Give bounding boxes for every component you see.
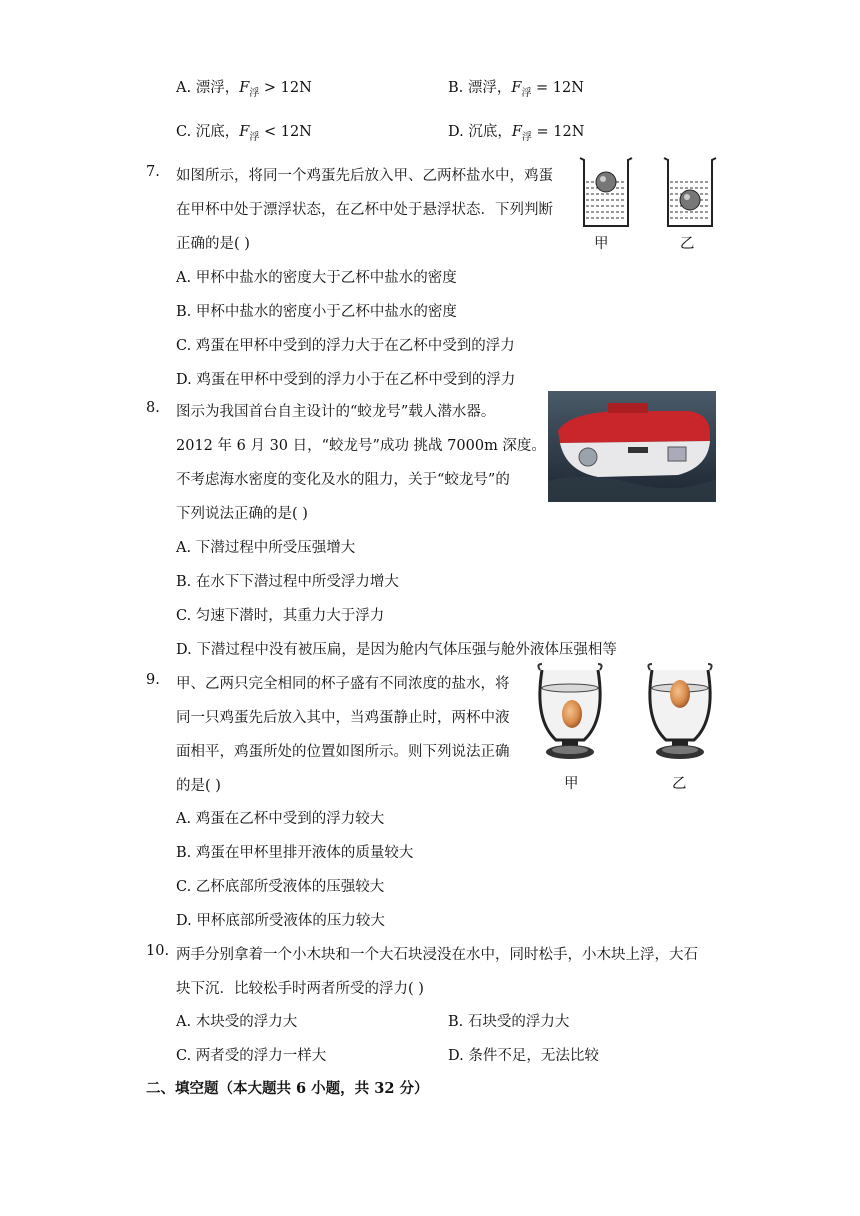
q7-stem-line: 如图所示，将同一个鸡蛋先后放入甲、乙两杯盐水中，鸡蛋 [176, 168, 553, 184]
q7-option-a: A. 甲杯中盐水的密度大于乙杯中盐水的密度 [176, 270, 457, 286]
q7-stem-line: 正确的是( ) [176, 236, 250, 252]
q10-stem-line: 两手分别拿着一个小木块和一个大石块浸没在水中，同时松手，小木块上浮，大石 [176, 947, 698, 963]
q8-stem-line: 下列说法正确的是( ) [176, 506, 308, 522]
q8-stem-line: 图示为我国首台自主设计的“蛟龙号”载人潜水器。 [176, 404, 496, 420]
glass-jia [538, 664, 601, 759]
glass-yi [648, 664, 711, 759]
q8-option-b: B. 在水下下潜过程中所受浮力增大 [176, 574, 399, 590]
q10-stem-line: 块下沉．比较松手时两者所受的浮力( ) [176, 981, 424, 997]
q9-option-c: C. 乙杯底部所受液体的压强较大 [176, 879, 385, 895]
label-yi: 乙 [672, 776, 687, 792]
q7-option-c: C. 鸡蛋在甲杯中受到的浮力大于在乙杯中受到的浮力 [176, 338, 515, 354]
label-jia: 甲 [594, 236, 609, 252]
q10-option-a: A. 木块受的浮力大 [176, 1014, 298, 1030]
q10-number: 10. [146, 943, 170, 959]
q8-stem-line: 不考虑海水密度的变化及水的阻力，关于“蛟龙号”的 [176, 472, 510, 488]
q6-option-c: C. 沉底，$F_浮 < 12N$ [176, 124, 312, 143]
q7-number: 7. [146, 164, 160, 180]
q7-option-b: B. 甲杯中盐水的密度小于乙杯中盐水的密度 [176, 304, 457, 320]
q9-option-d: D. 甲杯底部所受液体的压力较大 [176, 913, 385, 929]
q6-option-b: B. 漂浮，$F_浮 = 12N$ [448, 80, 584, 99]
q7-option-d: D. 鸡蛋在甲杯中受到的浮力小于在乙杯中受到的浮力 [176, 372, 516, 388]
q6-option-d: D. 沉底，$F_浮 = 12N$ [448, 124, 585, 143]
q8-stem-line: 2012 年 6 月 30 日，“蛟龙号”成功 挑战 7000m 深度。 [176, 438, 546, 454]
label-jia: 甲 [564, 776, 579, 792]
q8-option-c: C. 匀速下潜时，其重力大于浮力 [176, 608, 385, 624]
glasses-figure [532, 660, 722, 770]
q8-option-d: D. 下潜过程中没有被压扁，是因为舱内气体压强与舱外液体压强相等 [176, 642, 617, 658]
q9-stem-line: 甲、乙两只完全相同的杯子盛有不同浓度的盐水，将 [176, 676, 510, 692]
q9-option-b: B. 鸡蛋在甲杯里排开液体的质量较大 [176, 845, 414, 861]
q8-number: 8. [146, 400, 160, 416]
beaker-yi [664, 158, 716, 226]
q8-option-a: A. 下潜过程中所受压强增大 [176, 540, 356, 556]
label-yi: 乙 [680, 236, 695, 252]
q10-option-d: D. 条件不足，无法比较 [448, 1048, 599, 1064]
q9-stem-line: 面相平，鸡蛋所处的位置如图所示。则下列说法正确 [176, 744, 510, 760]
submersible-photo [548, 391, 716, 502]
q9-stem-line: 同一只鸡蛋先后放入其中，当鸡蛋静止时，两杯中液 [176, 710, 510, 726]
q9-option-a: A. 鸡蛋在乙杯中受到的浮力较大 [176, 811, 385, 827]
beaker-jia [580, 158, 632, 226]
q10-option-b: B. 石块受的浮力大 [448, 1014, 570, 1030]
q7-stem-line: 在甲杯中处于漂浮状态，在乙杯中处于悬浮状态．下列判断 [176, 202, 553, 218]
q6-option-a: A. 漂浮，$F_浮 > 12N$ [176, 80, 312, 99]
section-heading: 二、填空题（本大题共 6 小题，共 32 分） [146, 1080, 429, 1097]
q10-option-c: C. 两者受的浮力一样大 [176, 1048, 327, 1064]
q9-stem-line: 的是( ) [176, 778, 221, 794]
q9-number: 9. [146, 672, 160, 688]
